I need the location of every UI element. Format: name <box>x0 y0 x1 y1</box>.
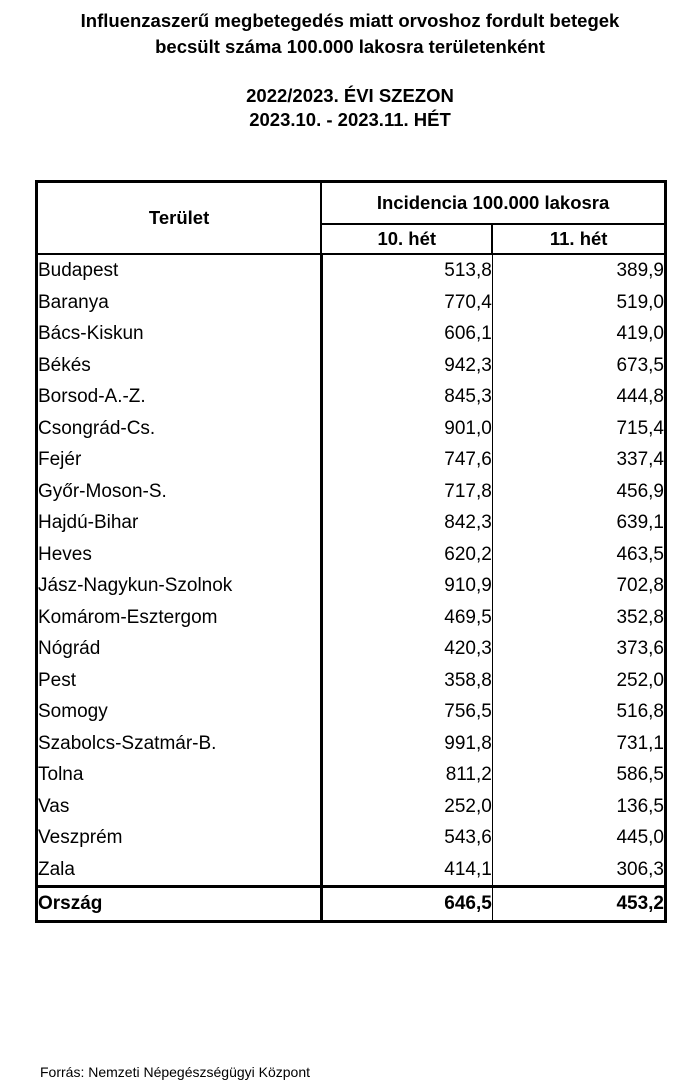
week-10-value-cell: 747,6 <box>321 444 492 476</box>
area-name-cell: Tolna <box>37 759 322 791</box>
incidence-table <box>35 180 667 923</box>
table-row <box>37 854 666 887</box>
week-11-value-cell: 453,2 <box>492 887 665 922</box>
week-10-value-cell: 252,0 <box>321 791 492 823</box>
week-11-value-cell: 456,9 <box>616 480 664 502</box>
week-11-header: 11. hét <box>492 224 665 254</box>
area-name-cell: Csongrád-Cs. <box>37 413 322 445</box>
week-11-value-cell: 673,5 <box>616 354 664 376</box>
table-row <box>37 602 666 634</box>
table-row <box>37 539 666 571</box>
week-11-value-cell: 516,8 <box>616 701 664 722</box>
week-10-value-cell: 717,8 <box>321 476 492 508</box>
area-name-cell: Heves <box>37 539 322 571</box>
area-name-cell: Borsod-A.-Z. <box>37 381 322 413</box>
week-11-value-cell: 252,0 <box>616 669 664 691</box>
title-line-2: becsült száma 100.000 lakosra területenként <box>155 36 545 57</box>
week-10-value-cell: 811,2 <box>321 759 492 791</box>
week-11-value-cell: 419,0 <box>616 323 664 344</box>
week-10-header: 10. hét <box>321 224 492 254</box>
table-row <box>37 507 666 539</box>
week-11-value-cell: 337,4 <box>616 449 664 470</box>
week-10-value-cell: 901,0 <box>321 413 492 445</box>
area-name-cell: Jász-Nagykun-Szolnok <box>37 570 322 602</box>
table-row <box>37 791 666 823</box>
area-name-cell: Fejér <box>37 444 322 476</box>
week-10-value-cell: 543,6 <box>321 822 492 854</box>
table-row <box>37 696 666 728</box>
area-name-cell: Baranya <box>37 287 322 319</box>
area-name-cell: Szabolcs-Szatmár-B. <box>37 728 322 760</box>
area-name-cell: Komárom-Esztergom <box>37 602 322 634</box>
week-10-value-cell: 770,4 <box>321 287 492 319</box>
week-11-value-cell: 136,5 <box>616 795 664 817</box>
table-row <box>37 254 666 287</box>
week-11-value-cell: 639,1 <box>616 512 664 533</box>
week-10-value-cell: 358,8 <box>321 665 492 697</box>
table-row <box>37 633 666 665</box>
week-11-value-cell: 702,8 <box>616 575 664 596</box>
area-name-cell: Bács-Kiskun <box>37 318 322 350</box>
week-11-value-cell: 306,3 <box>616 858 664 880</box>
week-11-value-cell: 389,9 <box>616 260 664 281</box>
title-line-1: Influenzaszerű megbetegedés miatt orvoshoz fordult betegek <box>80 10 620 31</box>
table-row <box>37 759 666 791</box>
week-11-value-cell: 445,0 <box>616 827 664 848</box>
table-row <box>37 318 666 350</box>
table-row <box>37 570 666 602</box>
area-name-cell: Ország <box>37 887 322 922</box>
area-name-cell: Hajdú-Bihar <box>37 507 322 539</box>
week-11-value-cell: 352,8 <box>616 606 664 628</box>
table-row <box>37 350 666 382</box>
season-heading <box>0 84 700 132</box>
report-title <box>0 8 700 60</box>
week-10-value-cell: 756,5 <box>321 696 492 728</box>
total-row <box>37 887 666 922</box>
area-name-cell: Pest <box>37 665 322 697</box>
season-line-2: 2023.10. - 2023.11. HÉT <box>249 109 451 130</box>
week-11-value-cell: 731,1 <box>616 732 664 754</box>
week-10-value-cell: 420,3 <box>321 633 492 665</box>
week-10-value-cell: 910,9 <box>321 570 492 602</box>
week-10-value-cell: 845,3 <box>321 381 492 413</box>
week-10-value-cell: 414,1 <box>321 854 492 887</box>
week-10-value-cell: 513,8 <box>321 254 492 287</box>
week-11-value-cell: 373,6 <box>616 638 664 659</box>
week-10-value-cell: 469,5 <box>321 602 492 634</box>
week-10-value-cell: 606,1 <box>321 318 492 350</box>
source-note: Forrás: Nemzeti Népegészségügyi Központ <box>40 1064 311 1080</box>
week-11-value-cell: 519,0 <box>616 291 664 313</box>
area-column-header: Terület <box>37 182 322 255</box>
week-10-value-cell: 991,8 <box>321 728 492 760</box>
table-body <box>37 254 666 921</box>
area-name-cell: Budapest <box>37 254 322 287</box>
week-11-value-cell: 715,4 <box>616 417 664 439</box>
week-10-value-cell: 942,3 <box>321 350 492 382</box>
week-11-value-cell: 586,5 <box>616 764 664 785</box>
area-name-cell: Zala <box>37 854 322 887</box>
area-name-cell: Veszprém <box>37 822 322 854</box>
week-10-value-cell: 646,5 <box>321 887 492 922</box>
incidence-column-header: Incidencia 100.000 lakosra <box>321 182 665 225</box>
area-name-cell: Békés <box>37 350 322 382</box>
week-10-value-cell: 842,3 <box>321 507 492 539</box>
season-line-1: 2022/2023. ÉVI SZEZON <box>246 85 454 106</box>
table-row <box>37 728 666 760</box>
table-row <box>37 444 666 476</box>
table-row <box>37 822 666 854</box>
week-10-value-cell: 620,2 <box>321 539 492 571</box>
table-row <box>37 287 666 319</box>
table-row <box>37 381 666 413</box>
week-11-value-cell: 463,5 <box>616 543 664 565</box>
area-name-cell: Nógrád <box>37 633 322 665</box>
area-name-cell: Somogy <box>37 696 322 728</box>
week-11-value-cell: 444,8 <box>616 386 664 407</box>
table-row <box>37 413 666 445</box>
table-row <box>37 476 666 508</box>
area-name-cell: Vas <box>37 791 322 823</box>
area-name-cell: Győr-Moson-S. <box>37 476 322 508</box>
table-row <box>37 665 666 697</box>
